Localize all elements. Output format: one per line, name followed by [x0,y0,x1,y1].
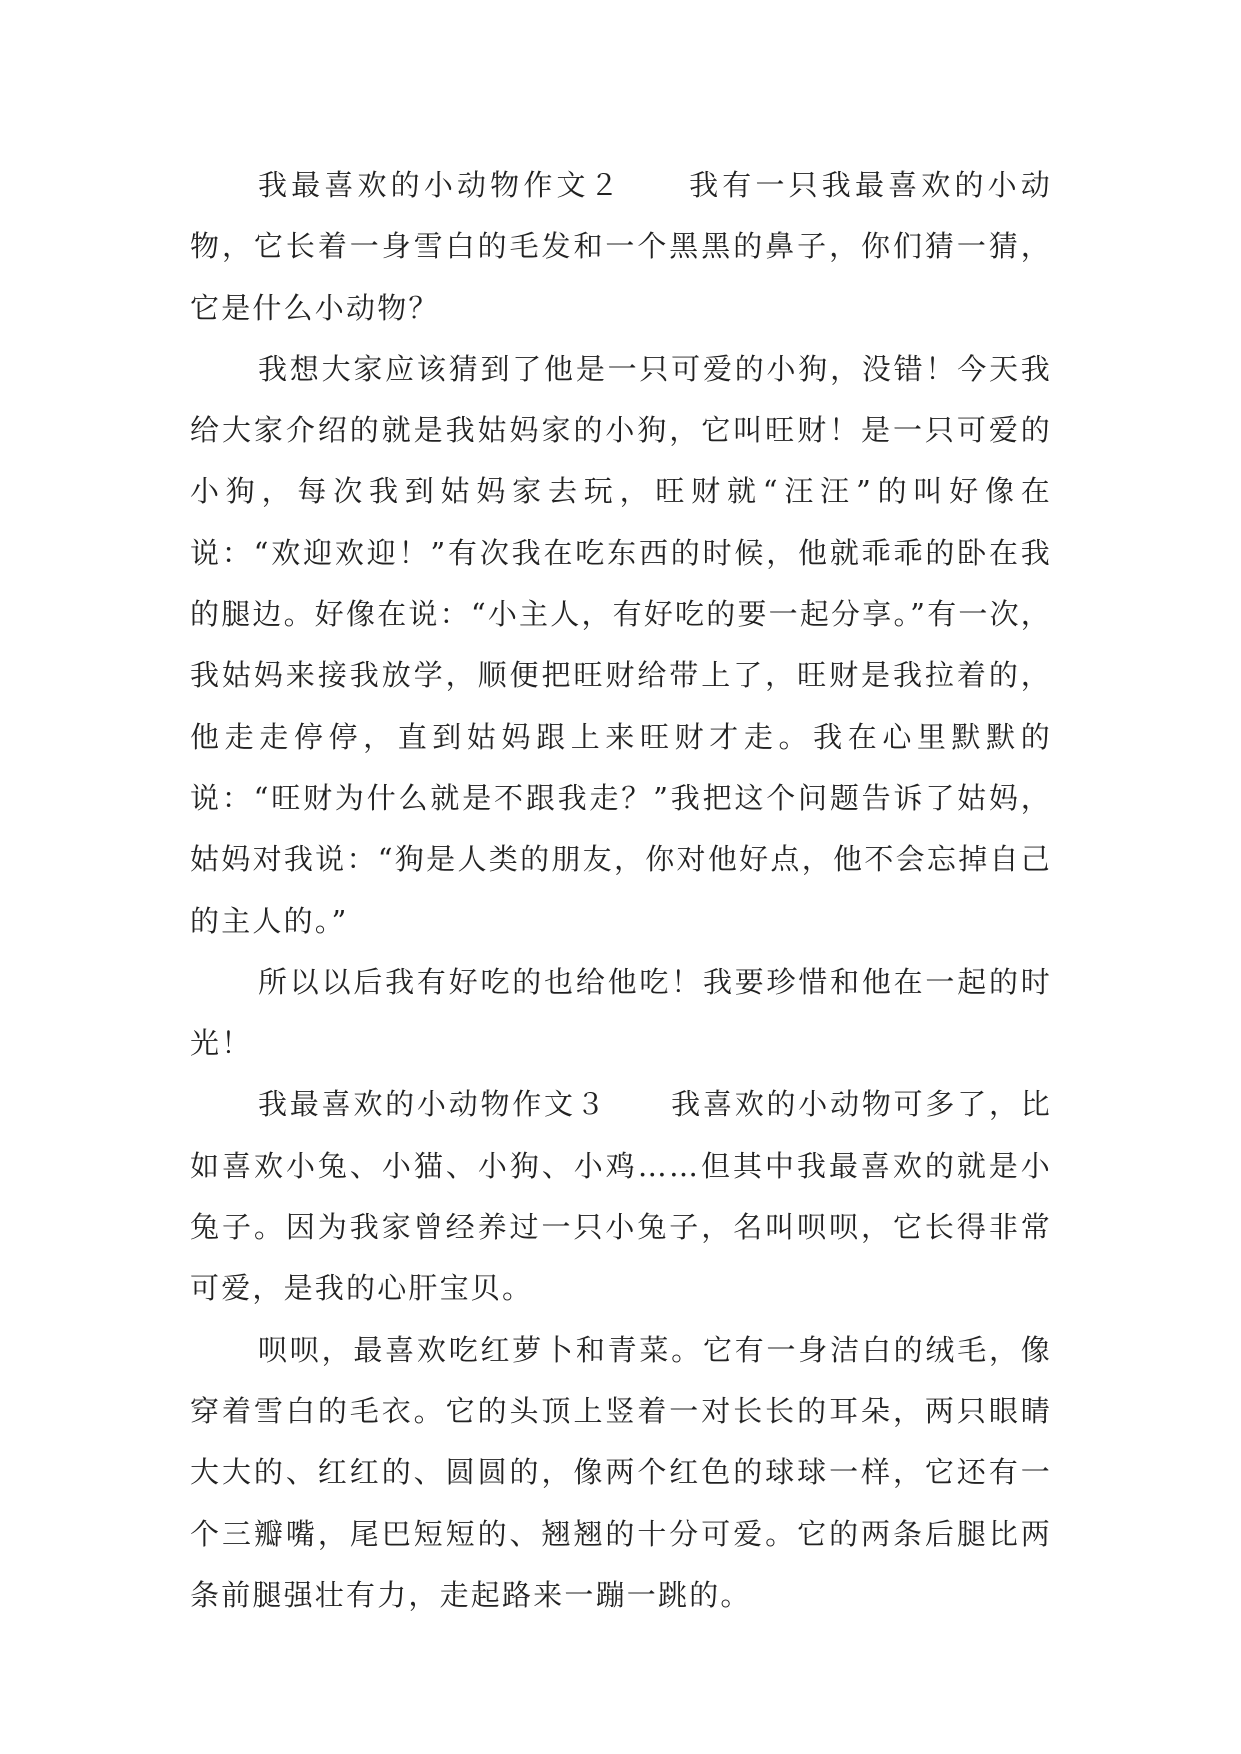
paragraph-essay-3-intro: 我最喜欢的小动物作文３ 我喜欢的小动物可多了，比如喜欢小兔、小猫、小狗、小鸡……但其中我最喜欢的就是小兔子。因为我家曾经养过一只小兔子，名叫呗呗，它长得非常可爱，是我的心肝宝贝。 [190,1087,1052,1306]
paragraph-essay-3-body: 呗呗，最喜欢吃红萝卜和青菜。它有一身洁白的绒毛，像穿着雪白的毛衣。它的头顶上竖着一对长长的耳朵，两只眼睛大大的、红红的、圆圆的，像两个红色的球球一样，它还有一个三瓣嘴，尾巴短短的、翘翘的十分可爱。它的两条后腿比两条前腿强壮有力，走起路来一蹦一跳的。 [190,1332,1052,1612]
paragraph-essay-2-intro: 我最喜欢的小动物作文２ 我有一只我最喜欢的小动物，它长着一身雪白的毛发和一个黑黑的鼻子，你们猜一猜，它是什么小动物？ [190,168,1052,325]
document-body [190,155,1052,1626]
paragraph-essay-2-conclusion: 所以以后我有好吃的也给他吃！我要珍惜和他在一起的时光！ [190,964,1052,1061]
paragraph-essay-2-body: 我想大家应该猜到了他是一只可爱的小狗，没错！今天我给大家介绍的就是我姑妈家的小狗，它叫旺财！是一只可爱的小狗，每次我到姑妈家去玩，旺财就“汪汪”的叫好像在说：“欢迎欢迎！”有次我在吃东西的时候，他就乖乖的卧在我的腿边。好像在说：“小主人，有好吃的要一起分享。”有一次，我姑妈来接我放学，顺便把旺财给带上了，旺财是我拉着的，他走走停停，直到姑妈跟上来旺财才走。我在心里默默的说：“旺财为什么就是不跟我走？”我把这个问题告诉了姑妈，姑妈对我说：“狗是人类的朋友，你对他好点，他不会忘掉自己的主人的。” [190,351,1052,938]
